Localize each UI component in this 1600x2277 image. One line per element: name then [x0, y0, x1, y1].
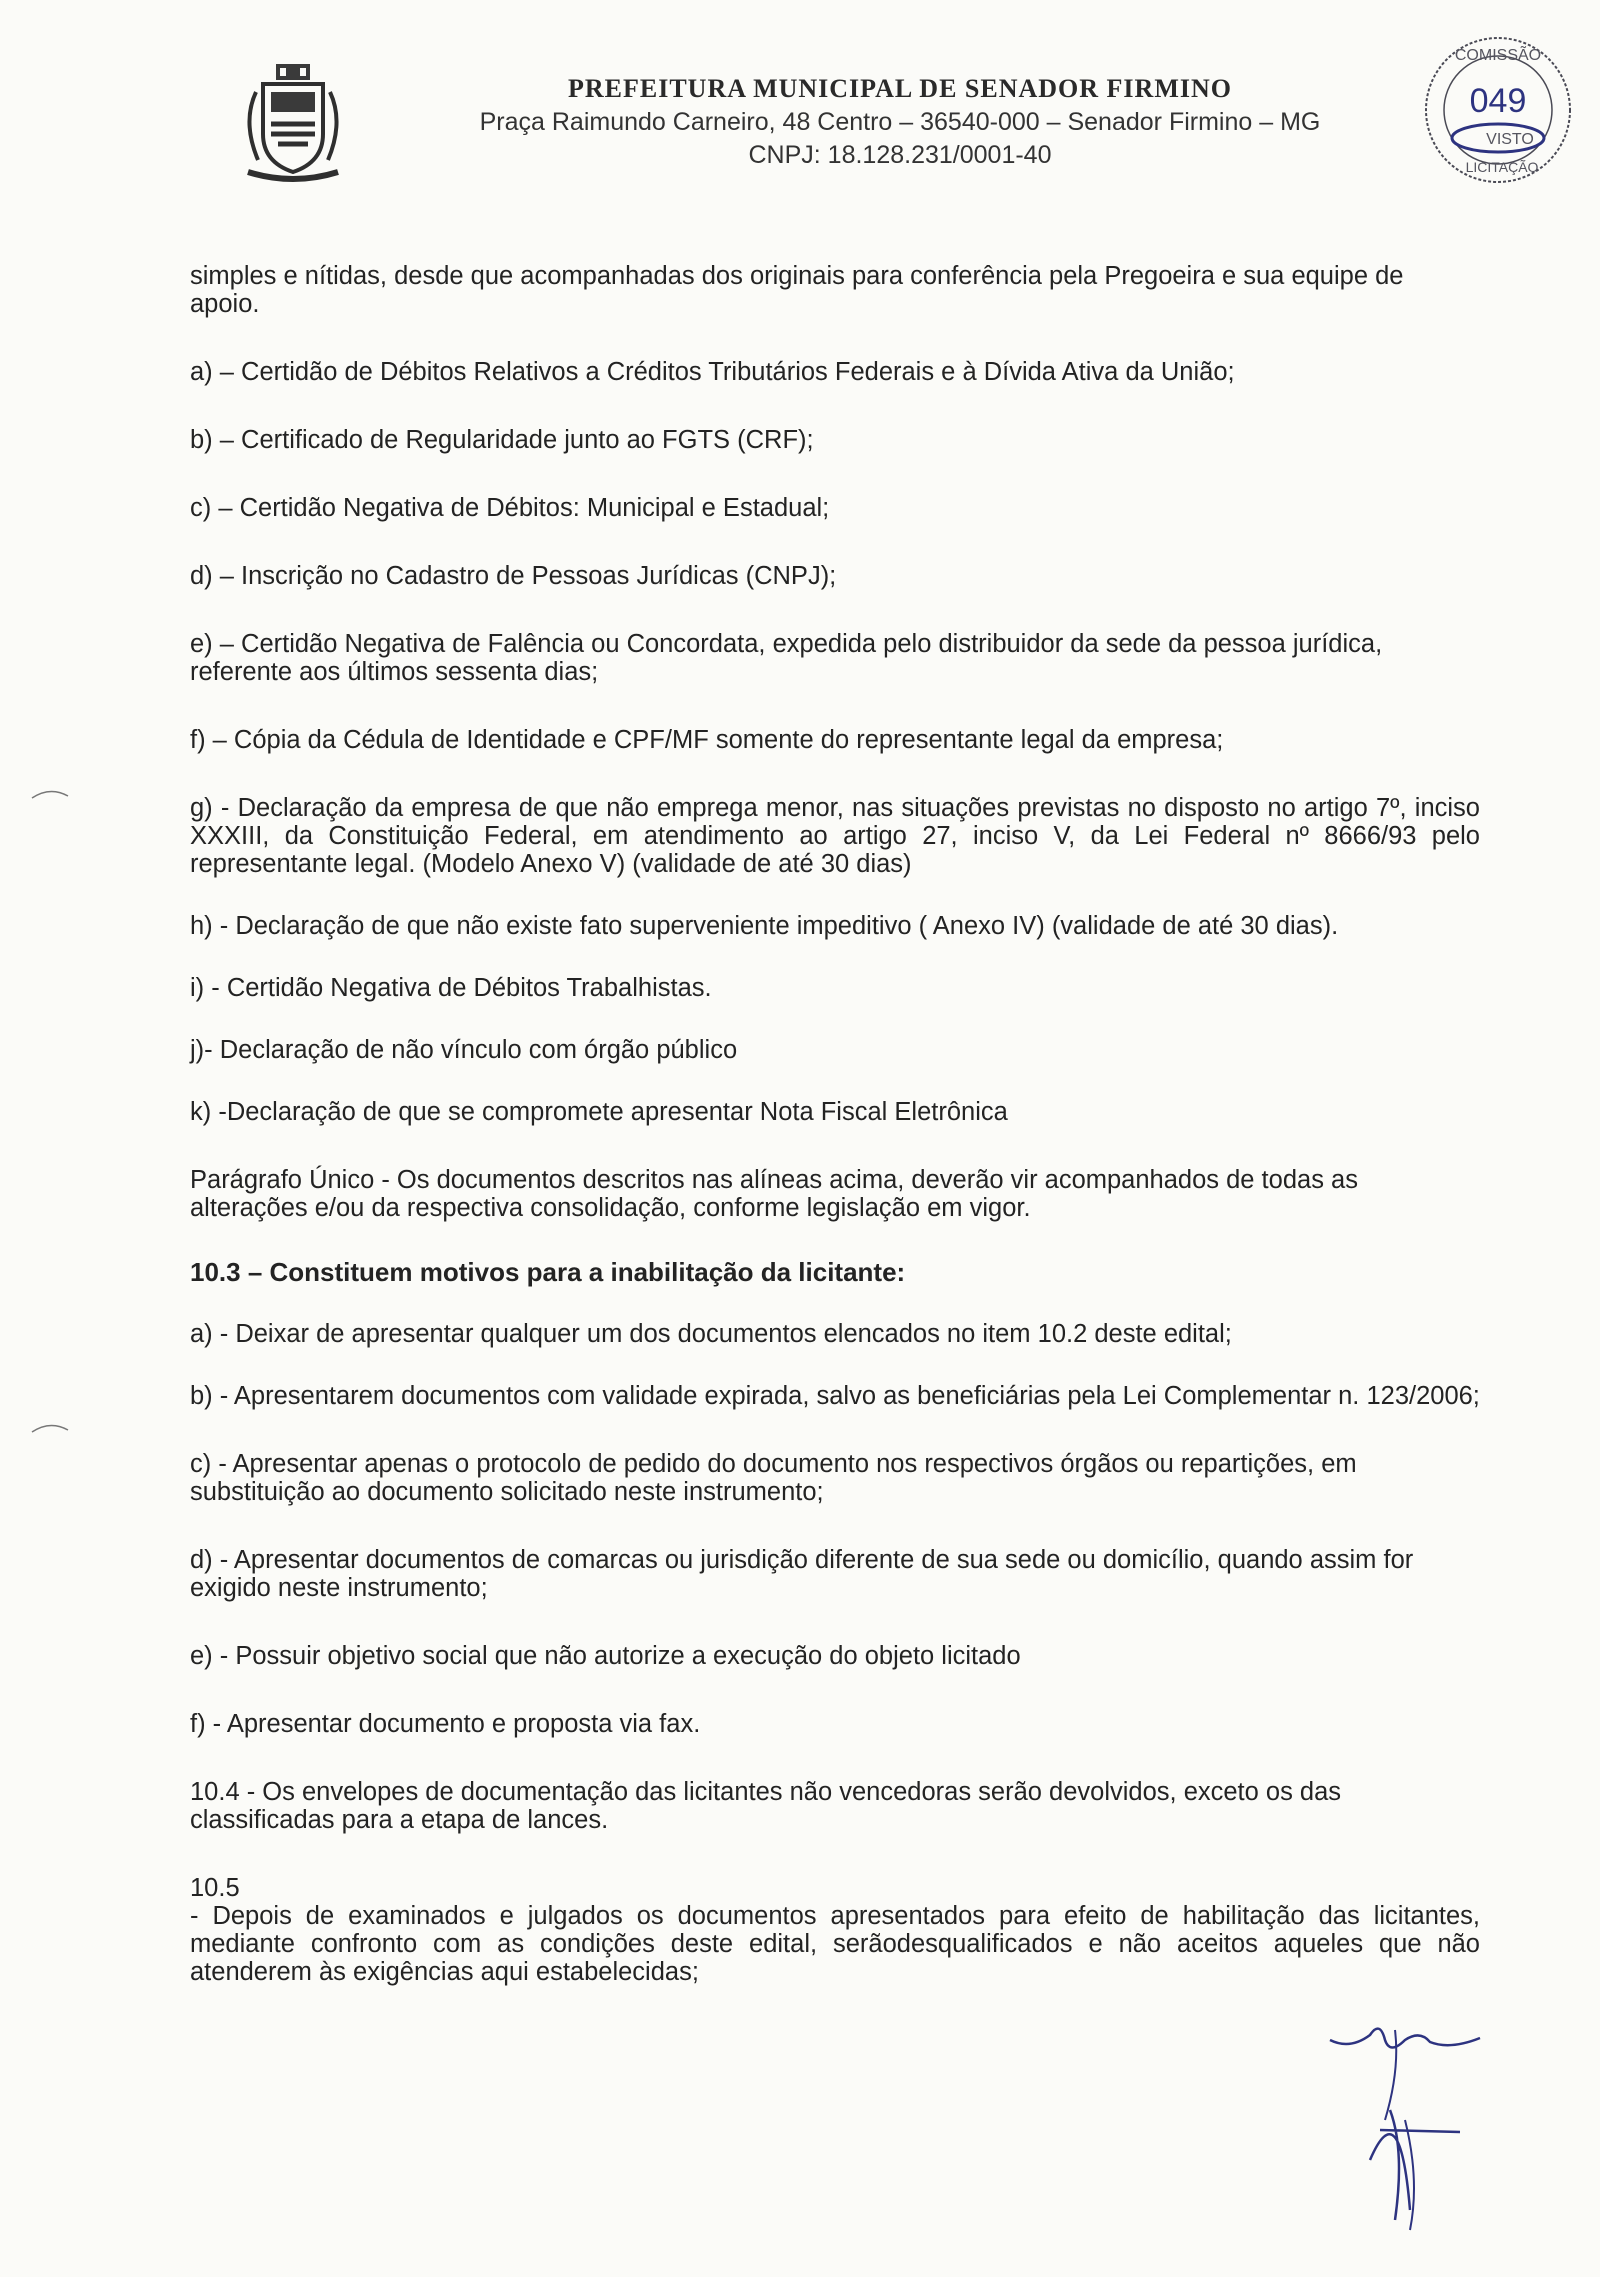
margin-mark — [30, 1420, 70, 1434]
letterhead-text — [380, 74, 1420, 170]
margin-mark — [30, 786, 70, 800]
list-item-i: i) - Certidão Negativa de Débitos Trabalhistas. — [190, 974, 712, 1002]
list-item-f: f) – Cópia da Cédula de Identidade e CPF/MF somente do representante legal da empresa; — [190, 726, 1224, 754]
list-item-b: b) – Certificado de Regularidade junto ao FGTS (CRF); — [190, 426, 814, 454]
list-item-a: a) – Certidão de Débitos Relativos a Créditos Tributários Federais e à Dívida Ativa da União; — [190, 358, 1235, 386]
document-body — [190, 262, 1480, 1986]
paragrafo-unico: Parágrafo Único - Os documentos descritos nas alíneas acima, deverão vir acompanhados de todas as alterações e/ou da respectiva consolidação, conforme legislação em vigor. — [190, 1166, 1358, 1222]
municipality-cnpj: CNPJ: 18.128.231/0001-40 — [748, 141, 1052, 169]
list-item-h: h) - Declaração de que não existe fato superveniente impeditivo ( Anexo IV) (validade de até 30 dias). — [190, 912, 1339, 940]
section-10-3-item-e: e) - Possuir objetivo social que não autorize a execução do objeto licitado — [190, 1642, 1021, 1670]
stamp-page-number: 049 — [1469, 82, 1527, 120]
commission-stamp — [1418, 30, 1578, 190]
section-10-5-number: 10.5 — [190, 1874, 240, 1902]
section-10-5 — [190, 1874, 1480, 1986]
list-item-j: j)- Declaração de não vínculo com órgão público — [190, 1036, 738, 1064]
municipal-coat-of-arms-icon — [238, 62, 348, 186]
section-10-5-text: - Depois de examinados e julgados os documentos apresentados para efeito de habilitação das licitantes, mediante confronto com as condições deste edital, serãodesqualificados e não aceitos aqueles que não atenderem às exigências aqui estabelecidas; — [190, 1902, 1480, 1986]
list-item-d: d) – Inscrição no Cadastro de Pessoas Jurídicas (CNPJ); — [190, 562, 837, 590]
intro-paragraph: simples e nítidas, desde que acompanhadas dos originais para conferência pela Pregoeira e sua equipe de apoio. — [190, 262, 1404, 318]
section-10-3-item-c: c) - Apresentar apenas o protocolo de pedido do documento nos respectivos órgãos ou repartições, em substituição ao documento solicitado neste instrumento; — [190, 1450, 1357, 1506]
municipality-title: PREFEITURA MUNICIPAL DE SENADOR FIRMINO — [567, 74, 1232, 103]
list-item-g: g) - Declaração da empresa de que não emprega menor, nas situações previstas no disposto no artigo 7º, inciso XXXIII, da Constituição Federal, em atendimento ao artigo 27, inciso V, da Lei Federal nº 8666/93 pelo representante legal. (Modelo Anexo V) (validade de até 30 dias) — [190, 794, 1480, 878]
list-item-k: k) -Declaração de que se compromete apresentar Nota Fiscal Eletrônica — [190, 1098, 1008, 1126]
section-10-3-item-f: f) - Apresentar documento e proposta via fax. — [190, 1710, 701, 1738]
section-10-4: 10.4 - Os envelopes de documentação das licitantes não vencedoras serão devolvidos, exceto os das classificadas para a etapa de lances. — [190, 1778, 1342, 1834]
list-item-e: e) – Certidão Negativa de Falência ou Concordata, expedida pelo distribuidor da sede da pessoa jurídica, referente aos últimos sessenta dias; — [190, 630, 1383, 686]
section-10-3-item-a: a) - Deixar de apresentar qualquer um dos documentos elencados no item 10.2 deste edital; — [190, 1320, 1232, 1348]
stamp-visto: VISTO — [1486, 131, 1534, 148]
letterhead — [0, 0, 1600, 230]
section-10-3-heading: 10.3 – Constituem motivos para a inabilitação da licitante: — [190, 1257, 906, 1287]
stamp-bottom-text: LICITAÇÃO — [1465, 159, 1539, 175]
section-10-3-item-d: d) - Apresentar documentos de comarcas ou jurisdição diferente de sua sede ou domicílio, quando assim for exigido neste instrumento; — [190, 1546, 1414, 1602]
list-item-c: c) – Certidão Negativa de Débitos: Municipal e Estadual; — [190, 494, 830, 522]
section-10-3-item-b: b) - Apresentarem documentos com validade expirada, salvo as beneficiárias pela Lei Complementar n. 123/2006; — [190, 1382, 1480, 1410]
municipality-address: Praça Raimundo Carneiro, 48 Centro – 36540-000 – Senador Firmino – MG — [479, 108, 1321, 136]
handwritten-signature — [1310, 2010, 1510, 2240]
stamp-top-text: COMISSÃO — [1454, 47, 1542, 64]
